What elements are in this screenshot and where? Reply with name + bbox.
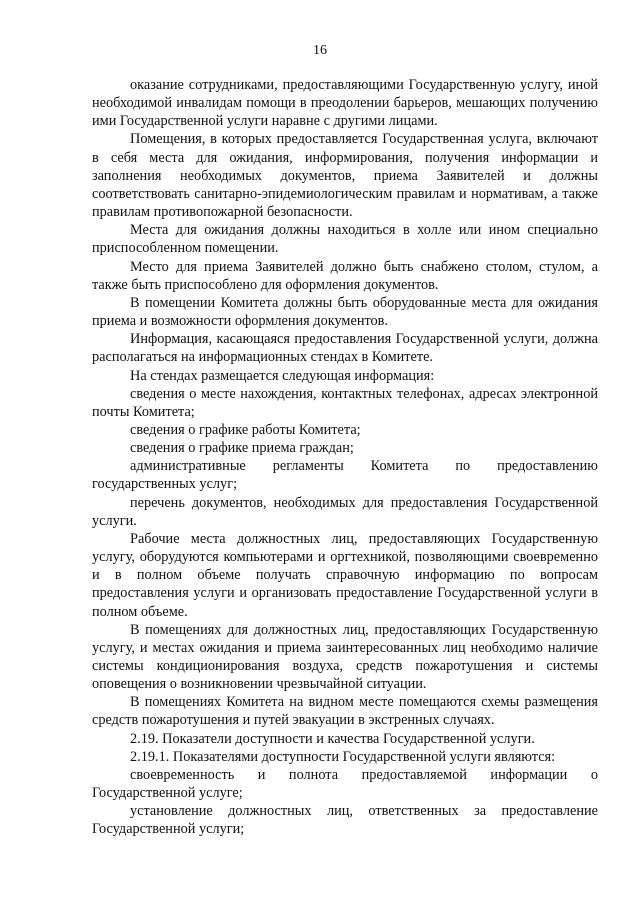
page-number: 16 [313, 43, 327, 58]
section-heading: 2.19. Показатели доступности и качества Государственной услуги. [130, 730, 535, 747]
document-body [92, 76, 598, 839]
list-item-4: административные регламенты Комитета по предоставлению государственных услуг; [92, 458, 598, 493]
list-item-3: сведения о графике приема граждан; [130, 440, 354, 457]
paragraph-4: Место для приема Заявителей должно быть снабжено столом, стулом, а также быть приспособлено для оформления документов. [92, 258, 598, 293]
indicator-item-2: установление должностных лиц, ответственных за предоставление Государственной услуги; [92, 803, 598, 838]
paragraph-5: В помещении Комитета должны быть оборудованные места для ожидания приема и возможности оформления документов. [92, 294, 598, 330]
list-item-2: сведения о графике работы Комитета; [130, 421, 361, 438]
paragraph-1: оказание сотрудниками, предоставляющими Государственную услугу, иной необходимой инвалидам помощи в преодолении барьеров, мешающих получению ими Государственной услуги наравне с другими лицами. [92, 77, 598, 130]
paragraph-3: Места для ожидания должны находиться в холле или ином специально приспособленном помещении. [92, 222, 598, 257]
paragraph-2: Помещения, в которых предоставляется Государственная услуга, включают в себя места для ожидания, информирования, получения информации и заполнения необходимых документов, приема Заявителей и должны соответствовать санитарно-эпидемиологическим правилам и нормативам, а также правилам противопожарной безопасности. [92, 131, 598, 221]
list-item-5: перечень документов, необходимых для предоставления Государственной услуги. [92, 494, 598, 529]
paragraph-6: Информация, касающаяся предоставления Государственной услуги, должна располагаться на информационных стендах в Комитете. [92, 331, 598, 366]
indicator-item-1: своевременность и полнота предоставляемой информации о Государственной услуге; [92, 766, 598, 802]
paragraph-9: В помещениях для должностных лиц, предоставляющих Государственную услугу, и местах ожидания и приема заинтересованных лиц необходимо наличие системы кондиционирования воздуха, средств пожаротушения и системы оповещения о возникновении чрезвычайной ситуации. [92, 621, 598, 693]
paragraph-8: Рабочие места должностных лиц, предоставляющих Государственную услугу, оборудуются компьютерами и оргтехникой, позволяющими своевременно и в полном объеме получать справочную информацию по вопросам предоставления услуги и организовать предоставление Государственной услуги в полном объеме. [92, 530, 598, 620]
paragraph-10: В помещениях Комитета на видном месте помещаются схемы размещения средств пожаротушения и путей эвакуации в экстренных случаях. [92, 694, 598, 729]
list-item-1: сведения о месте нахождения, контактных телефонах, адресах электронной почты Комитета; [92, 385, 598, 420]
subsection-heading: 2.19.1. Показателями доступности Государственной услуги являются: [130, 748, 556, 765]
paragraph-7: На стендах размещается следующая информация: [130, 367, 435, 384]
